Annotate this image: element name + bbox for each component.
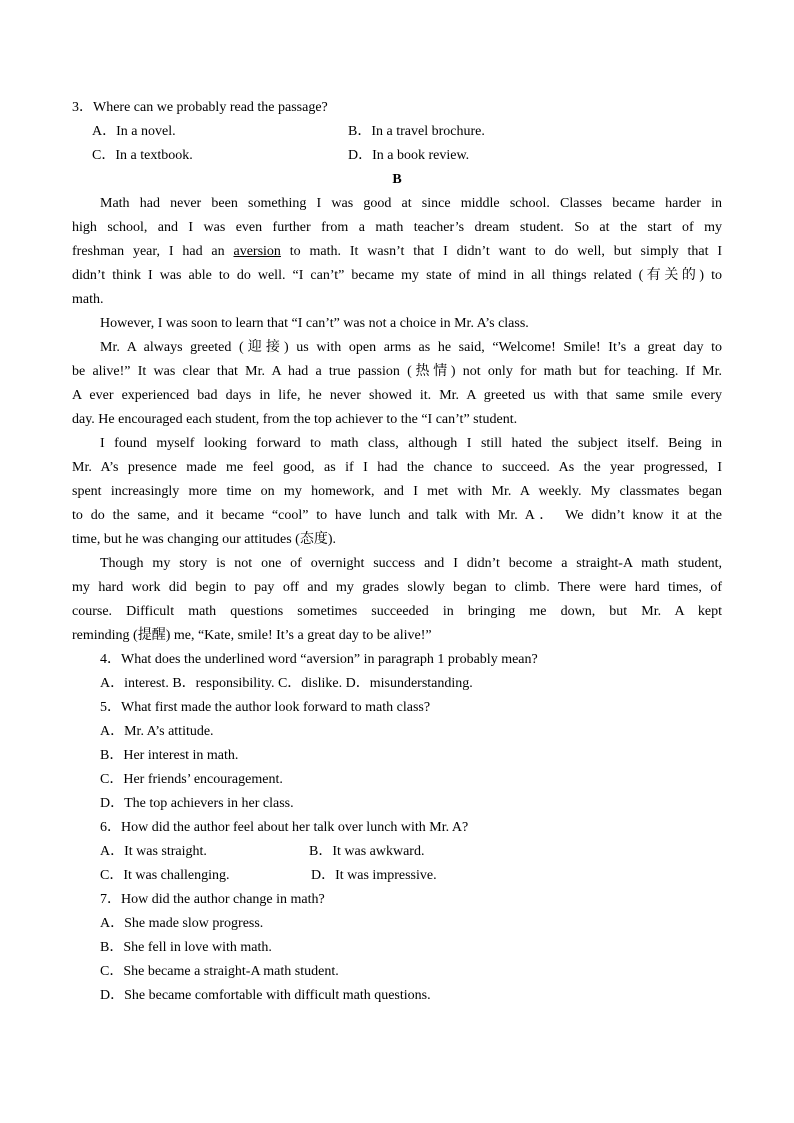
passage-text: freshman year, I had an [72, 244, 225, 259]
q3-option-b: B．In a travel brochure. [348, 124, 485, 139]
passage-line: Mr. A’s presence made me feel good, as if I had the chance to succeed. As the year progressed, I [72, 460, 722, 475]
passage-line-with-underline [72, 240, 722, 264]
q5-option-b: B．Her interest in math. [100, 748, 239, 763]
q6-option-b: B．It was awkward. [309, 844, 425, 859]
q7-option-a: A．She made slow progress. [100, 916, 264, 931]
q3-option-c: C．In a textbook. [92, 148, 193, 163]
q5-option-d: D．The top achievers in her class. [100, 796, 294, 811]
q5-option-c: C．Her friends’ encouragement. [100, 772, 283, 787]
passage-line: day. He encouraged each student, from the top achiever to the “I can’t” student. [72, 412, 518, 427]
underlined-word-aversion: aversion [233, 244, 281, 259]
q7-option-c: C．She became a straight-A math student. [100, 964, 339, 979]
passage-line: However, I was soon to learn that “I can’t” was not a choice in Mr. A’s class. [100, 316, 529, 331]
passage-line: reminding (提醒) me, “Kate, smile! It’s a great day to be alive!” [72, 628, 432, 643]
q6-option-c: C．It was challenging. [100, 868, 230, 883]
passage-line: Math had never been something I was good at since middle school. Classes became harder in [100, 196, 722, 211]
q7-option-b: B．She fell in love with math. [100, 940, 272, 955]
question-6-stem: 6．How did the author feel about her talk over lunch with Mr. A? [100, 820, 469, 835]
q5-option-a: A．Mr. A’s attitude. [100, 724, 214, 739]
question-5-stem: 5．What first made the author look forward to math class? [100, 700, 431, 715]
q6-option-d: D．It was impressive. [311, 868, 437, 883]
passage-line: Though my story is not one of overnight success and I didn’t become a straight-A math student, [100, 556, 722, 571]
question-7-stem: 7．How did the author change in math? [100, 892, 325, 907]
passage-line: math. [72, 292, 104, 307]
q6-option-a: A．It was straight. [100, 844, 207, 859]
passage-line: my hard work did begin to pay off and my grades slowly began to climb. There were hard times, of [72, 580, 722, 595]
passage-line: spent increasingly more time on my homework, and I met with Mr. A weekly. My classmates began [72, 484, 722, 499]
passage-line: course. Difficult math questions sometimes succeeded in bringing me down, but Mr. A kept [72, 604, 722, 619]
passage-line: be alive!” It was clear that Mr. A had a true passion (热情) not only for math but for teaching. If Mr. [72, 364, 722, 379]
passage-line: time, but he was changing our attitudes (态度). [72, 532, 336, 547]
passage-line: didn’t think I was able to do well. “I can’t” became my state of mind in all things related (有关的) to [72, 268, 722, 283]
q4-options: A．interest. B．responsibility. C．dislike. D．misunderstanding. [100, 676, 473, 691]
passage-line: to do the same, and it became “cool” to have lunch and talk with Mr. A． We didn’t know it at the [72, 508, 722, 523]
section-b-heading: B [392, 172, 402, 187]
question-4-stem: 4．What does the underlined word “aversion” in paragraph 1 probably mean? [100, 652, 538, 667]
passage-line: high school, and I was even further from a math teacher’s dream student. So at the start of my [72, 220, 722, 235]
q3-option-d: D．In a book review. [348, 148, 470, 163]
q3-option-a: A．In a novel. [92, 124, 176, 139]
passage-line: A ever experienced bad days in life, he never showed it. Mr. A greeted us with that same smile every [72, 388, 722, 403]
question-3-stem: 3．Where can we probably read the passage? [72, 100, 328, 115]
passage-line: Mr. A always greeted (迎接) us with open arms as he said, “Welcome! Smile! It’s a great day to [100, 340, 722, 355]
passage-text: to math. It wasn’t that I didn’t want to do well, but simply that I [289, 244, 723, 259]
q7-option-d: D．She became comfortable with difficult math questions. [100, 988, 431, 1003]
passage-line: I found myself looking forward to math class, although I still hated the subject itself. Being in [100, 436, 722, 451]
